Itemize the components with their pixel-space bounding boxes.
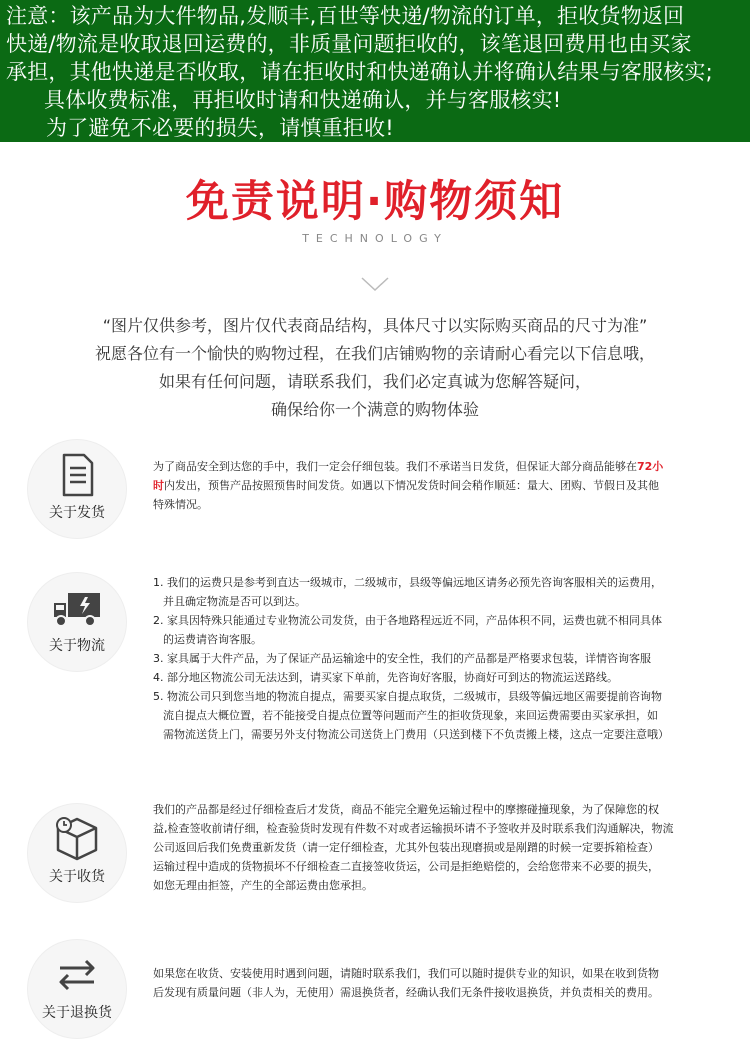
logistics-text bbox=[153, 573, 693, 744]
intro-text bbox=[0, 312, 750, 424]
shipping-label: 关于发货 bbox=[49, 505, 105, 521]
page-title: 免责说明·购物须知 bbox=[185, 177, 565, 227]
shipping-highlight-hour: 时 bbox=[153, 479, 164, 492]
logistics-label: 关于物流 bbox=[49, 638, 105, 654]
shipping-line-1: 为了商品安全到达您的手中，我们一定会仔细包装。我们不承诺当日发货，但保证大部分商品能够在 bbox=[153, 460, 637, 473]
truck-icon bbox=[48, 583, 106, 633]
receiving-badge bbox=[28, 804, 126, 902]
shipping-line-3: 特殊情况。 bbox=[153, 498, 208, 511]
notice-line-1: 注意：该产品为大件物品,发顺丰,百世等快递/物流的订单，拒收货物返回 bbox=[6, 4, 685, 28]
logistics-line-3: 2. 家具因特殊只能通过专业物流公司发货，由于各地路程远近不同，产品体积不同，运费也就不相同具体 bbox=[153, 614, 662, 627]
logistics-line-1: 1. 我们的运费只是参考到直达一级城市，二级城市，县级等偏远地区请务必预先咨询客服相关的运费用， bbox=[153, 576, 662, 589]
returns-badge bbox=[28, 940, 126, 1038]
notice-line-4: 具体收费标准，再拒收时请和快递确认，并与客服核实! bbox=[44, 88, 562, 112]
logistics-line-6: 4. 部分地区物流公司无法达到，请买家下单前，先咨询好客服，协商好可到达的物流运送路线。 bbox=[153, 671, 618, 684]
receiving-line-4: 运输过程中造成的货物损坏不仔细检查二直接签收货运，公司是拒绝赔偿的，会给您带来不必要的损失， bbox=[153, 860, 659, 873]
notice-line-2: 快递/物流是收取退回运费的，非质量问题拒收的，该笔退回费用也由买家 bbox=[6, 32, 692, 56]
receiving-line-3: 公司返回后我们免费重新发货（请一定仔细检查，尤其外包装出现磨损或是剐蹭的时候一定要拆箱检查） bbox=[153, 841, 659, 854]
logistics-line-7: 5. 物流公司只到您当地的物流自提点，需要买家自提点取货，二级城市，县级等偏远地区需要提前咨询物 bbox=[153, 690, 662, 703]
chevron-down-icon bbox=[360, 276, 390, 292]
returns-label: 关于退换货 bbox=[42, 1005, 112, 1021]
intro-line-4: 确保给你一个满意的购物体验 bbox=[270, 400, 479, 419]
returns-line-1: 如果您在收货、安装使用时遇到问题，请随时联系我们，我们可以随时提供专业的知识，如果在收到货物 bbox=[153, 967, 659, 980]
logistics-line-4: 的运费请咨询客服。 bbox=[163, 633, 262, 646]
shipping-highlight-72: 72小 bbox=[637, 460, 664, 473]
intro-line-2: 祝愿各位有一个愉快的购物过程，在我们店铺购物的亲请耐心看完以下信息哦， bbox=[94, 344, 655, 363]
logistics-line-5: 3. 家具属于大件产品，为了保证产品运输途中的安全性，我们的产品都是严格要求包装，详情咨询客服 bbox=[153, 652, 651, 665]
page-subtitle: TECHNOLOGY bbox=[302, 232, 448, 245]
shipping-badge bbox=[28, 440, 126, 538]
returns-text bbox=[153, 964, 693, 1002]
exchange-icon bbox=[52, 950, 102, 1000]
logistics-line-2: 并且确定物流是否可以到达。 bbox=[163, 595, 306, 608]
logistics-badge bbox=[28, 573, 126, 671]
shipping-line-2: 内发出，预售产品按照预售时间发货。如遇以下情况发货时间会稍作顺延：量大、团购、节假日及其他 bbox=[164, 479, 659, 492]
receiving-label: 关于收货 bbox=[49, 869, 105, 885]
document-icon bbox=[52, 450, 102, 500]
notice-line-5: 为了避免不必要的损失，请慎重拒收! bbox=[46, 116, 394, 140]
receiving-line-1: 我们的产品都是经过仔细检查后才发货，商品不能完全避免运输过程中的摩擦碰撞现象，为了保障您的权 bbox=[153, 803, 659, 816]
receiving-text bbox=[153, 800, 693, 895]
receiving-line-2: 益,检查签收前请仔细，检查验货时发现有件数不对或者运输损坏请不予签收并及时联系我们沟通解决，物流 bbox=[153, 822, 674, 835]
package-icon bbox=[52, 814, 102, 864]
logistics-line-9: 需物流送货上门，需要另外支付物流公司送货上门费用（只送到楼下不负责搬上楼，这点一定要注意哦） bbox=[163, 728, 669, 741]
notice-line-3: 承担，其他快递是否收取，请在拒收时和快递确认并将确认结果与客服核实; bbox=[6, 60, 713, 84]
logistics-line-8: 流自提点大概位置，若不能接受自提点位置等问题而产生的拒收货现象，来回运费需要由买家承担，如 bbox=[163, 709, 658, 722]
intro-line-3: 如果有任何问题，请联系我们，我们必定真诚为您解答疑问， bbox=[158, 372, 591, 391]
intro-line-1: “图片仅供参考，图片仅代表商品结构，具体尺寸以实际购买商品的尺寸为准” bbox=[102, 316, 648, 335]
shipping-text bbox=[153, 457, 693, 514]
notice-banner bbox=[0, 0, 750, 142]
returns-line-2: 后发现有质量问题（非人为，无使用）需退换货者，经确认我们无条件接收退换货，并负责相关的费用。 bbox=[153, 986, 659, 999]
receiving-line-5: 如您无理由拒签，产生的全部运费由您承担。 bbox=[153, 879, 373, 892]
